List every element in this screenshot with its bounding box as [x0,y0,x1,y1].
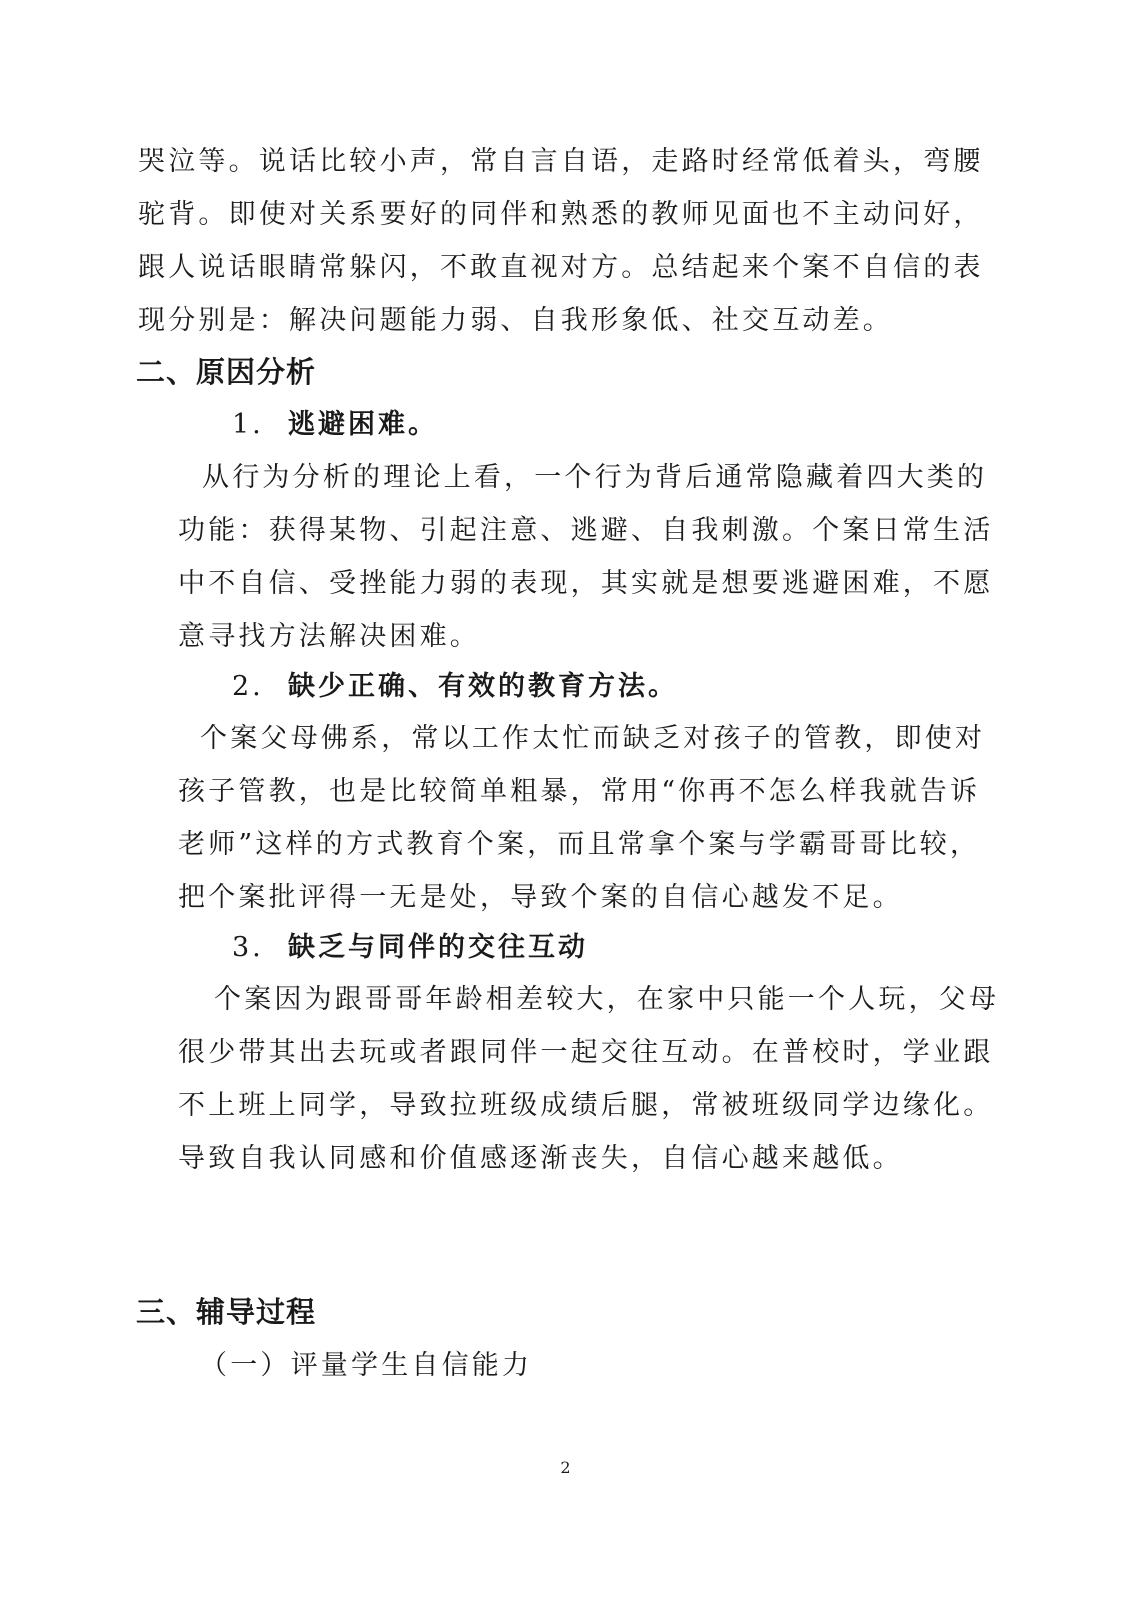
subheading-title: 逃避困难。 [288,409,438,440]
item2-line-2: 孩子管教，也是比较简单粗暴，常用“你再不怎么样我就告诉 [178,776,981,807]
subheading-number: 2. [232,671,264,702]
subheading-number: 3. [232,932,264,963]
subheading-number: 1. [232,409,264,440]
subheading-title: 缺少正确、有效的教育方法。 [288,671,678,702]
item1-line-1: 从行为分析的理论上看，一个行为背后通常隐藏着四大类的 [202,462,988,493]
item1-line-3: 中不自信、受挫能力弱的表现，其实就是想要逃避困难，不愿 [178,568,994,599]
section-heading-counseling-process: 三、辅导过程 [136,1295,317,1329]
item3-line-1: 个案因为跟哥哥年龄相差较大，在家中只能一个人玩，父母 [214,984,1000,1015]
subsection-assess-confidence: （一）评量学生自信能力 [200,1350,533,1381]
item3-line-3: 不上班上同学，导致拉班级成绩后腿，常被班级同学边缘化。 [178,1090,994,1121]
item2-line-3: 老师”这样的方式教育个案，而且常拿个案与学霸哥哥比较， [178,829,981,860]
item1-line-4: 意寻找方法解决困难。 [178,621,480,652]
item2-line-1: 个案父母佛系，常以工作太忙而缺乏对孩子的管教，即使对 [200,723,986,754]
subheading-2 [232,667,678,707]
page-number: 2 [560,1458,571,1477]
intro-line-2: 驼背。即使对关系要好的同伴和熟悉的教师见面也不主动问好， [138,199,984,230]
subheading-title: 缺乏与同伴的交往互动 [288,932,588,963]
intro-line-3: 跟人说话眼睛常躲闪，不敢直视对方。总结起来个案不自信的表 [138,252,984,283]
intro-line-1: 哭泣等。说话比较小声，常自言自语，走路时经常低着头，弯腰 [138,146,984,177]
item3-line-2: 很少带其出去玩或者跟同伴一起交往互动。在普校时，学业跟 [178,1037,994,1068]
item2-line-4: 把个案批评得一无是处，导致个案的自信心越发不足。 [178,882,903,913]
item1-line-2: 功能：获得某物、引起注意、逃避、自我刺激。个案日常生活 [178,515,994,546]
section-heading-cause-analysis: 二、原因分析 [136,355,317,389]
subheading-1 [232,405,438,445]
subheading-3 [232,928,588,968]
item3-line-4: 导致自我认同感和价值感逐渐丧失，自信心越来越低。 [178,1143,903,1174]
intro-line-4: 现分别是：解决问题能力弱、自我形象低、社交互动差。 [138,305,893,336]
